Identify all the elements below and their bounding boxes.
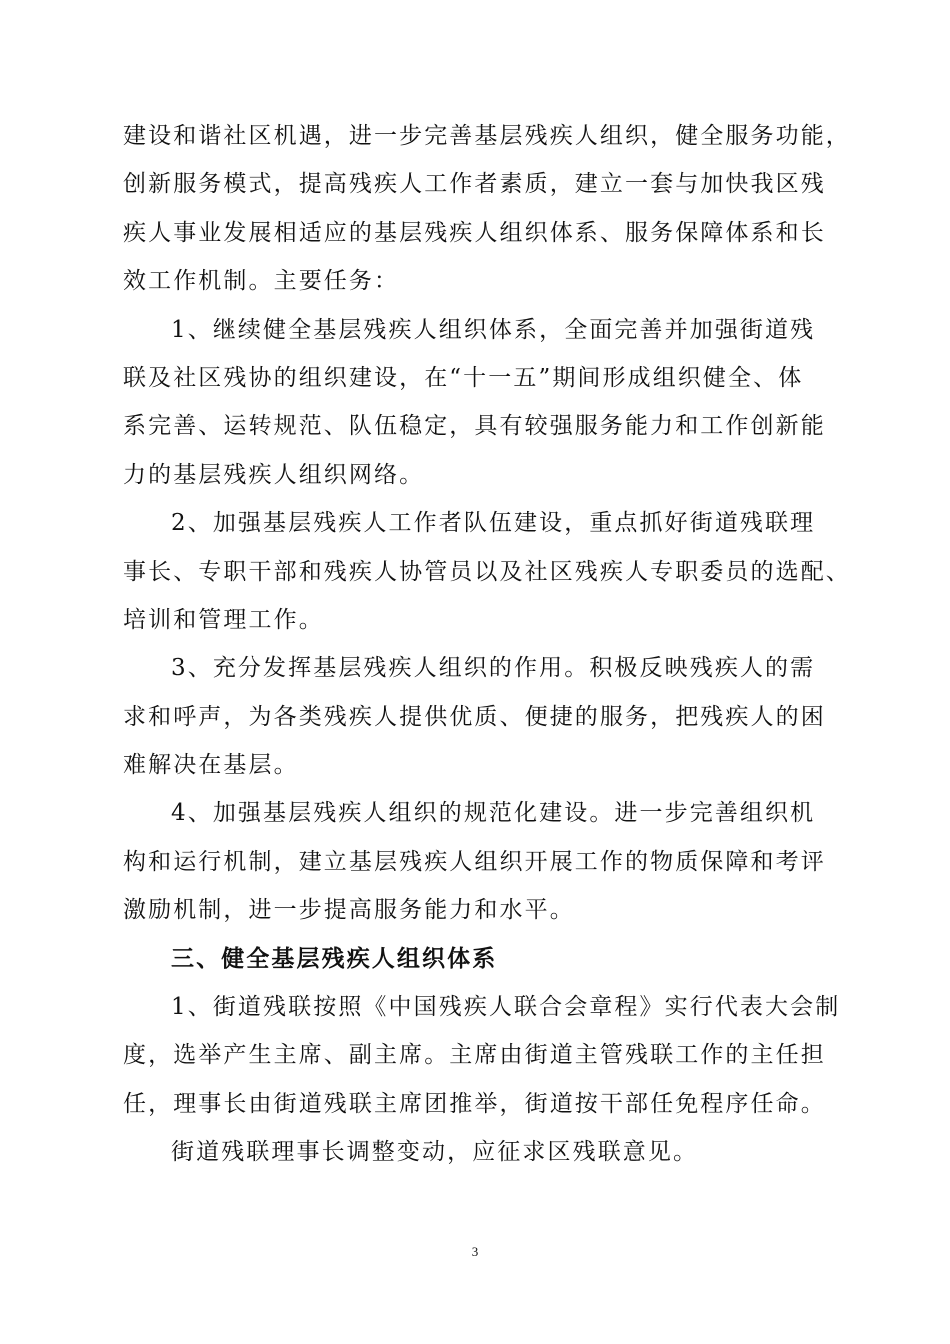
text-line: 建设和谐社区机遇，进一步完善基层残疾人组织，健全服务功能，: [123, 123, 851, 149]
text-line: 效工作机制。主要任务：: [123, 268, 400, 295]
text-line: 难解决在基层。: [123, 752, 299, 779]
text-line: 系完善、运转规范、队伍稳定，具有较强服务能力和工作创新能: [123, 413, 826, 440]
text-line: 求和呼声，为各类残疾人提供优质、便捷的服务，把残疾人的困: [123, 703, 826, 730]
text-line: 疾人事业发展相适应的基层残疾人组织体系、服务保障体系和长: [123, 219, 826, 246]
text-line: 培训和管理工作。: [123, 606, 324, 633]
paragraph-start-line: 1、继续健全基层残疾人组织体系，全面完善并加强街道残: [171, 316, 816, 343]
body-text: [123, 112, 851, 1177]
text-line: 创新服务模式，提高残疾人工作者素质，建立一套与加快我区残: [123, 171, 826, 198]
paragraph-start-line: 街道残联理事长调整变动，应征求区残联意见。: [171, 1139, 699, 1166]
paragraph-start-line: 1、街道残联按照《中国残疾人联合会章程》实行代表大会制: [171, 994, 841, 1021]
page-number: 3: [471, 1244, 479, 1259]
text-line: 任，理事长由街道残联主席团推举，街道按干部任免程序任命。: [123, 1090, 826, 1117]
text-line: 激励机制，进一步提高服务能力和水平。: [123, 897, 575, 924]
text-line: 联及社区残协的组织建设，在“十一五”期间形成组织健全、体: [123, 364, 804, 391]
text-line: 构和运行机制，建立基层残疾人组织开展工作的物质保障和考评: [123, 848, 826, 875]
paragraph-start-line: 3、充分发挥基层残疾人组织的作用。积极反映残疾人的需: [171, 655, 816, 682]
text-line: 力的基层残疾人组织网络。: [123, 461, 425, 488]
paragraph-start-line: 4、加强基层残疾人组织的规范化建设。进一步完善组织机: [171, 800, 816, 827]
section-heading: 三、健全基层残疾人组织体系: [171, 944, 498, 972]
text-line: 度，选举产生主席、副主席。主席由街道主管残联工作的主任担: [123, 1042, 826, 1069]
paragraph-start-line: 2、加强基层残疾人工作者队伍建设，重点抓好街道残联理: [171, 510, 816, 537]
text-line: 事长、专职干部和残疾人协管员以及社区残疾人专职委员的选配、: [123, 558, 851, 585]
